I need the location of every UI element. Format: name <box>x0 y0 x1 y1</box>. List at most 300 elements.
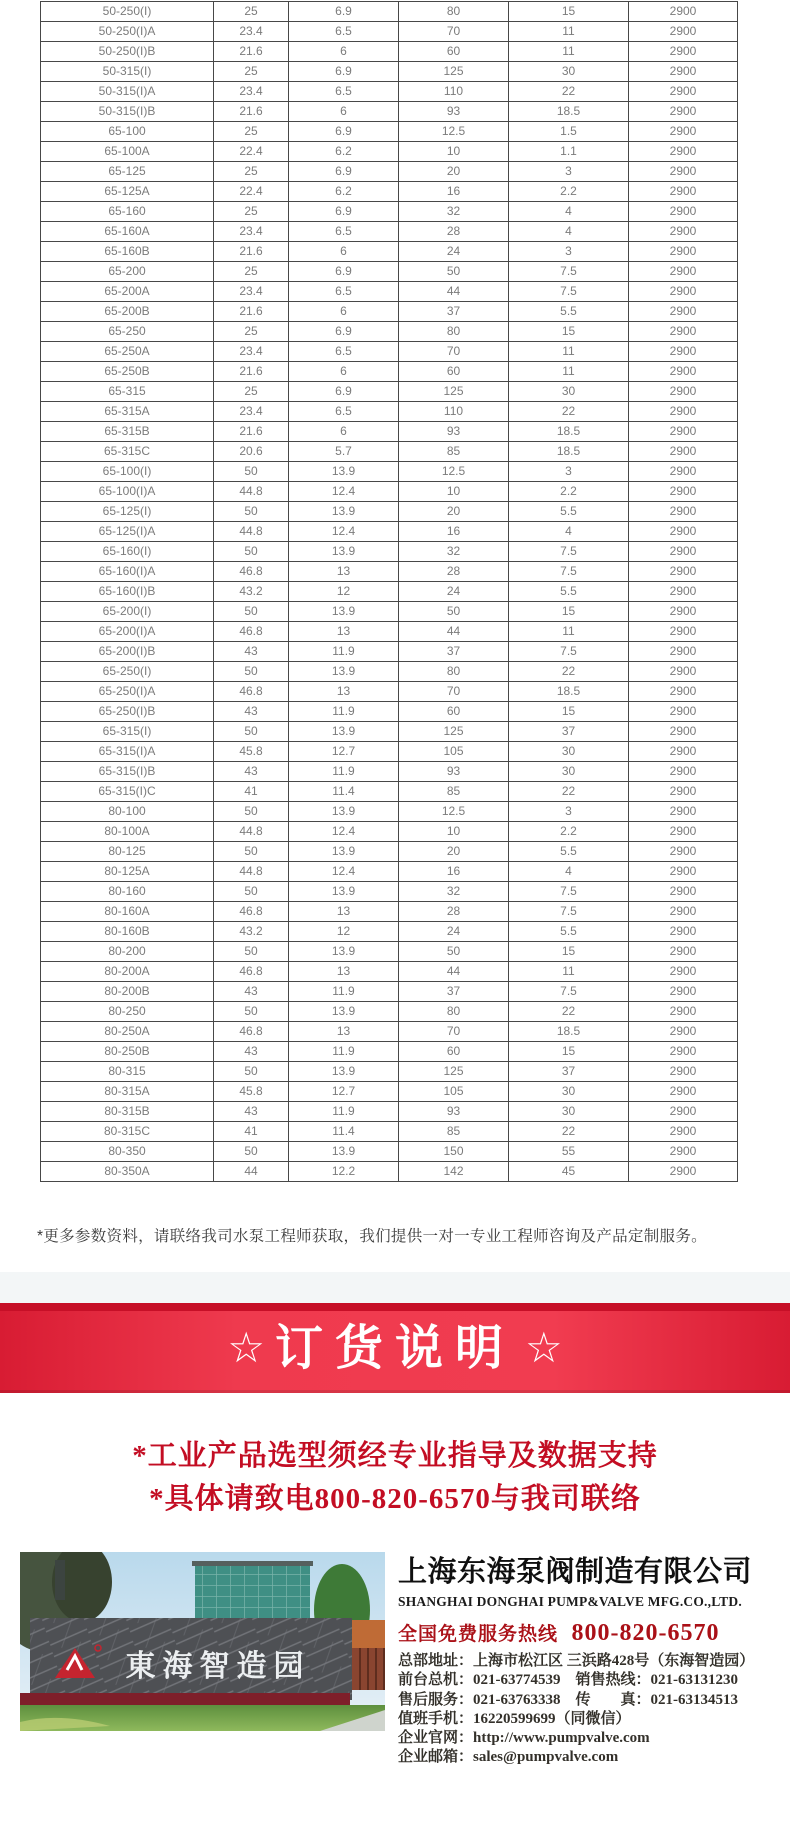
table-row <box>41 962 738 982</box>
cell-speed: 2900 <box>629 1142 738 1162</box>
cell-pressure: 13.9 <box>289 502 399 522</box>
cell-model: 65-315(I)C <box>41 782 214 802</box>
cell-pressure: 11.9 <box>289 762 399 782</box>
cell-head: 43.2 <box>214 582 289 602</box>
cell-model: 80-315B <box>41 1102 214 1122</box>
cell-speed: 2900 <box>629 542 738 562</box>
cell-speed: 2900 <box>629 242 738 262</box>
cell-power: 30 <box>509 1102 629 1122</box>
cell-flow: 80 <box>399 2 509 22</box>
cell-flow: 125 <box>399 382 509 402</box>
cell-speed: 2900 <box>629 502 738 522</box>
cell-speed: 2900 <box>629 982 738 1002</box>
cell-head: 50 <box>214 882 289 902</box>
cell-flow: 20 <box>399 502 509 522</box>
cell-pressure: 6 <box>289 102 399 122</box>
cell-flow: 24 <box>399 242 509 262</box>
table-row <box>41 62 738 82</box>
cell-power: 4 <box>509 522 629 542</box>
company-photo <box>20 1552 385 1731</box>
cell-speed: 2900 <box>629 802 738 822</box>
cell-model: 50-315(I)A <box>41 82 214 102</box>
cell-flow: 85 <box>399 1122 509 1142</box>
cell-speed: 2900 <box>629 1042 738 1062</box>
cell-pressure: 12.4 <box>289 822 399 842</box>
cell-speed: 2900 <box>629 822 738 842</box>
cell-speed: 2900 <box>629 962 738 982</box>
cell-head: 21.6 <box>214 42 289 62</box>
cell-speed: 2900 <box>629 662 738 682</box>
table-row <box>41 742 738 762</box>
notice-line-1: *工业产品选型须经专业指导及数据支持 <box>132 1440 658 1472</box>
cell-flow: 105 <box>399 1082 509 1102</box>
table-row <box>41 602 738 622</box>
table-row <box>41 942 738 962</box>
cell-model: 65-160 <box>41 202 214 222</box>
cell-flow: 24 <box>399 922 509 942</box>
cell-model: 65-315A <box>41 402 214 422</box>
cell-power: 55 <box>509 1142 629 1162</box>
cell-pressure: 13.9 <box>289 942 399 962</box>
cell-head: 21.6 <box>214 422 289 442</box>
cell-speed: 2900 <box>629 742 738 762</box>
cell-power: 1.5 <box>509 122 629 142</box>
cell-speed: 2900 <box>629 462 738 482</box>
cell-flow: 80 <box>399 662 509 682</box>
table-row <box>41 1082 738 1102</box>
cell-flow: 93 <box>399 102 509 122</box>
cell-flow: 12.5 <box>399 462 509 482</box>
cell-head: 50 <box>214 662 289 682</box>
table-row <box>41 682 738 702</box>
cell-speed: 2900 <box>629 382 738 402</box>
cell-flow: 70 <box>399 22 509 42</box>
cell-power: 7.5 <box>509 642 629 662</box>
table-row <box>41 322 738 342</box>
cell-head: 23.4 <box>214 402 289 422</box>
cell-power: 3 <box>509 242 629 262</box>
cell-flow: 32 <box>399 202 509 222</box>
cell-head: 46.8 <box>214 562 289 582</box>
cell-head: 43 <box>214 762 289 782</box>
cell-power: 30 <box>509 62 629 82</box>
cell-model: 50-250(I)B <box>41 42 214 62</box>
cell-model: 65-315(I) <box>41 722 214 742</box>
cell-pressure: 6.9 <box>289 262 399 282</box>
cell-model: 65-315(I)A <box>41 742 214 762</box>
cell-speed: 2900 <box>629 362 738 382</box>
cell-power: 11 <box>509 362 629 382</box>
cell-power: 15 <box>509 602 629 622</box>
cell-head: 44.8 <box>214 862 289 882</box>
cell-speed: 2900 <box>629 642 738 662</box>
cell-flow: 28 <box>399 222 509 242</box>
cell-power: 22 <box>509 82 629 102</box>
cell-flow: 12.5 <box>399 122 509 142</box>
cell-head: 46.8 <box>214 1022 289 1042</box>
cell-speed: 2900 <box>629 1122 738 1142</box>
cell-power: 37 <box>509 1062 629 1082</box>
cell-pressure: 12.4 <box>289 482 399 502</box>
cell-head: 46.8 <box>214 902 289 922</box>
cell-power: 7.5 <box>509 982 629 1002</box>
cell-speed: 2900 <box>629 782 738 802</box>
cell-power: 11 <box>509 342 629 362</box>
cell-power: 11 <box>509 22 629 42</box>
table-row <box>41 282 738 302</box>
cell-pressure: 6.5 <box>289 22 399 42</box>
cell-speed: 2900 <box>629 282 738 302</box>
detail-website: 企业官网：http://www.pumpvalve.com <box>398 1730 650 1747</box>
cell-model: 80-250A <box>41 1022 214 1042</box>
cell-flow: 70 <box>399 342 509 362</box>
cell-flow: 125 <box>399 722 509 742</box>
cell-pressure: 6.5 <box>289 402 399 422</box>
cell-model: 65-160(I) <box>41 542 214 562</box>
cell-head: 43 <box>214 982 289 1002</box>
cell-model: 80-160B <box>41 922 214 942</box>
cell-model: 80-125 <box>41 842 214 862</box>
cell-flow: 12.5 <box>399 802 509 822</box>
table-row <box>41 362 738 382</box>
table-row <box>41 702 738 722</box>
table-row <box>41 122 738 142</box>
cell-pressure: 11.9 <box>289 1102 399 1122</box>
cell-model: 65-125(I)A <box>41 522 214 542</box>
cell-model: 65-250(I)B <box>41 702 214 722</box>
company-info <box>398 1549 778 1768</box>
cell-flow: 50 <box>399 942 509 962</box>
cell-power: 30 <box>509 1082 629 1102</box>
spec-table <box>40 1 738 1182</box>
cell-speed: 2900 <box>629 22 738 42</box>
cell-flow: 142 <box>399 1162 509 1182</box>
table-footnote: *更多参数资料，请联络我司水泵工程师获取，我们提供一对一专业工程师咨询及产品定制服务。 <box>37 1228 707 1245</box>
cell-speed: 2900 <box>629 842 738 862</box>
cell-speed: 2900 <box>629 862 738 882</box>
cell-flow: 44 <box>399 962 509 982</box>
cell-pressure: 13.9 <box>289 1062 399 1082</box>
company-name-en: SHANGHAI DONGHAI PUMP&VALVE MFG.CO.,LTD. <box>398 1594 742 1609</box>
cell-model: 65-125(I) <box>41 502 214 522</box>
cell-head: 50 <box>214 722 289 742</box>
table-row <box>41 842 738 862</box>
cell-model: 80-250 <box>41 1002 214 1022</box>
cell-flow: 24 <box>399 582 509 602</box>
cell-power: 2.2 <box>509 482 629 502</box>
table-row <box>41 142 738 162</box>
cell-head: 21.6 <box>214 242 289 262</box>
table-row <box>41 462 738 482</box>
cell-pressure: 13 <box>289 622 399 642</box>
cell-power: 11 <box>509 962 629 982</box>
table-row <box>41 242 738 262</box>
cell-model: 65-160(I)A <box>41 562 214 582</box>
company-name-cn: 上海东海泵阀制造有限公司 <box>398 1556 753 1588</box>
cell-head: 23.4 <box>214 342 289 362</box>
table-row <box>41 862 738 882</box>
cell-model: 80-200B <box>41 982 214 1002</box>
notice-line-2: *具体请致电800-820-6570与我司联络 <box>149 1483 641 1515</box>
cell-flow: 60 <box>399 42 509 62</box>
cell-head: 46.8 <box>214 682 289 702</box>
cell-flow: 44 <box>399 622 509 642</box>
cell-flow: 28 <box>399 902 509 922</box>
cell-power: 22 <box>509 1122 629 1142</box>
cell-head: 21.6 <box>214 362 289 382</box>
cell-model: 65-250B <box>41 362 214 382</box>
cell-pressure: 13.9 <box>289 842 399 862</box>
cell-power: 11 <box>509 622 629 642</box>
cell-model: 80-315A <box>41 1082 214 1102</box>
cell-model: 65-160B <box>41 242 214 262</box>
cell-pressure: 11.4 <box>289 782 399 802</box>
table-row <box>41 802 738 822</box>
cell-model: 50-315(I)B <box>41 102 214 122</box>
cell-head: 43.2 <box>214 922 289 942</box>
table-row <box>41 262 738 282</box>
table-row <box>41 1122 738 1142</box>
table-row <box>41 1022 738 1042</box>
cell-power: 4 <box>509 862 629 882</box>
cell-model: 65-125 <box>41 162 214 182</box>
cell-speed: 2900 <box>629 422 738 442</box>
cell-head: 50 <box>214 542 289 562</box>
cell-flow: 28 <box>399 562 509 582</box>
cell-head: 50 <box>214 942 289 962</box>
cell-pressure: 11.9 <box>289 642 399 662</box>
table-row <box>41 182 738 202</box>
cell-flow: 20 <box>399 162 509 182</box>
cell-model: 80-100 <box>41 802 214 822</box>
table-row <box>41 902 738 922</box>
cell-model: 65-160(I)B <box>41 582 214 602</box>
cell-pressure: 6 <box>289 362 399 382</box>
table-row <box>41 302 738 322</box>
cell-flow: 110 <box>399 82 509 102</box>
cell-power: 30 <box>509 742 629 762</box>
cell-model: 65-315B <box>41 422 214 442</box>
cell-speed: 2900 <box>629 1002 738 1022</box>
cell-power: 15 <box>509 702 629 722</box>
star-right-icon: ☆ <box>525 1323 563 1371</box>
hotline-number: 800-820-6570 <box>571 1620 720 1646</box>
cell-pressure: 12.2 <box>289 1162 399 1182</box>
cell-pressure: 6 <box>289 242 399 262</box>
cell-model: 65-200(I) <box>41 602 214 622</box>
detail-mobile: 值班手机：16220599699（同微信） <box>398 1710 631 1727</box>
cell-power: 30 <box>509 382 629 402</box>
cell-model: 65-315 <box>41 382 214 402</box>
cell-head: 25 <box>214 2 289 22</box>
table-row <box>41 502 738 522</box>
cell-model: 80-250B <box>41 1042 214 1062</box>
cell-model: 65-200(I)B <box>41 642 214 662</box>
cell-power: 1.1 <box>509 142 629 162</box>
cell-speed: 2900 <box>629 322 738 342</box>
cell-pressure: 6.9 <box>289 382 399 402</box>
cell-speed: 2900 <box>629 602 738 622</box>
cell-flow: 93 <box>399 762 509 782</box>
cell-pressure: 13 <box>289 682 399 702</box>
cell-power: 15 <box>509 942 629 962</box>
cell-speed: 2900 <box>629 262 738 282</box>
cell-speed: 2900 <box>629 682 738 702</box>
cell-flow: 125 <box>399 1062 509 1082</box>
cell-head: 50 <box>214 462 289 482</box>
cell-power: 5.5 <box>509 922 629 942</box>
cell-model: 65-315C <box>41 442 214 462</box>
table-row <box>41 1002 738 1022</box>
cell-power: 5.5 <box>509 842 629 862</box>
cell-pressure: 6.9 <box>289 122 399 142</box>
cell-power: 4 <box>509 222 629 242</box>
cell-flow: 44 <box>399 282 509 302</box>
cell-pressure: 13.9 <box>289 802 399 822</box>
cell-flow: 70 <box>399 682 509 702</box>
table-row <box>41 2 738 22</box>
cell-head: 23.4 <box>214 82 289 102</box>
cell-pressure: 12 <box>289 922 399 942</box>
cell-head: 50 <box>214 802 289 822</box>
cell-model: 80-200 <box>41 942 214 962</box>
cell-pressure: 12.7 <box>289 1082 399 1102</box>
cell-pressure: 6.9 <box>289 2 399 22</box>
sign-text: 東海智造园 <box>125 1650 311 1683</box>
cell-power: 45 <box>509 1162 629 1182</box>
table-row <box>41 522 738 542</box>
cell-pressure: 6.5 <box>289 282 399 302</box>
table-row <box>41 1062 738 1082</box>
cell-flow: 60 <box>399 702 509 722</box>
cell-flow: 50 <box>399 602 509 622</box>
cell-power: 7.5 <box>509 882 629 902</box>
table-row <box>41 102 738 122</box>
cell-model: 80-200A <box>41 962 214 982</box>
cell-power: 4 <box>509 202 629 222</box>
star-left-icon: ☆ <box>227 1323 265 1371</box>
cell-head: 25 <box>214 322 289 342</box>
detail-switchboard: 前台总机：021-63774539 销售热线：021-63131230 <box>398 1672 738 1689</box>
table-row <box>41 22 738 42</box>
cell-head: 44.8 <box>214 522 289 542</box>
cell-flow: 85 <box>399 442 509 462</box>
cell-head: 45.8 <box>214 742 289 762</box>
cell-head: 44.8 <box>214 482 289 502</box>
cell-speed: 2900 <box>629 402 738 422</box>
cell-speed: 2900 <box>629 142 738 162</box>
cell-model: 65-200 <box>41 262 214 282</box>
table-row <box>41 162 738 182</box>
table-row <box>41 342 738 362</box>
cell-pressure: 6.9 <box>289 322 399 342</box>
cell-power: 5.5 <box>509 582 629 602</box>
banner-title <box>217 1303 572 1394</box>
table-row <box>41 202 738 222</box>
cell-power: 7.5 <box>509 282 629 302</box>
cell-speed: 2900 <box>629 62 738 82</box>
cell-flow: 37 <box>399 982 509 1002</box>
banner-title-text: 订货说明 <box>274 1321 515 1375</box>
cell-head: 25 <box>214 382 289 402</box>
cell-flow: 80 <box>399 322 509 342</box>
table-row <box>41 722 738 742</box>
cell-flow: 93 <box>399 422 509 442</box>
cell-model: 50-250(I)A <box>41 22 214 42</box>
detail-aftersales: 售后服务：021-63763338 传 真：021-63134513 <box>398 1691 738 1708</box>
cell-flow: 32 <box>399 542 509 562</box>
table-row <box>41 762 738 782</box>
cell-pressure: 13.9 <box>289 722 399 742</box>
cell-model: 65-200B <box>41 302 214 322</box>
cell-flow: 85 <box>399 782 509 802</box>
cell-model: 65-200(I)A <box>41 622 214 642</box>
cell-power: 7.5 <box>509 902 629 922</box>
cell-head: 50 <box>214 842 289 862</box>
cell-pressure: 11.4 <box>289 1122 399 1142</box>
cell-speed: 2900 <box>629 122 738 142</box>
cell-speed: 2900 <box>629 42 738 62</box>
detail-address: 总部地址：上海市松江区 三浜路428号（东海智造园） <box>398 1653 755 1669</box>
cell-pressure: 13.9 <box>289 462 399 482</box>
cell-speed: 2900 <box>629 162 738 182</box>
cell-speed: 2900 <box>629 882 738 902</box>
cell-flow: 16 <box>399 182 509 202</box>
cell-speed: 2900 <box>629 182 738 202</box>
banner-top-strip <box>0 1272 790 1303</box>
cell-power: 22 <box>509 782 629 802</box>
cell-model: 65-100(I)A <box>41 482 214 502</box>
service-hotline <box>398 1619 778 1647</box>
cell-speed: 2900 <box>629 942 738 962</box>
cell-model: 50-315(I) <box>41 62 214 82</box>
cell-power: 3 <box>509 802 629 822</box>
cell-flow: 110 <box>399 402 509 422</box>
cell-model: 65-250(I)A <box>41 682 214 702</box>
table-row <box>41 622 738 642</box>
cell-power: 2.2 <box>509 182 629 202</box>
cell-speed: 2900 <box>629 922 738 942</box>
cell-model: 80-125A <box>41 862 214 882</box>
table-row <box>41 82 738 102</box>
cell-head: 20.6 <box>214 442 289 462</box>
cell-head: 50 <box>214 1002 289 1022</box>
cell-power: 18.5 <box>509 422 629 442</box>
cell-pressure: 6.2 <box>289 182 399 202</box>
cell-model: 65-100A <box>41 142 214 162</box>
cell-power: 18.5 <box>509 1022 629 1042</box>
cell-model: 65-100 <box>41 122 214 142</box>
cell-model: 65-125A <box>41 182 214 202</box>
cell-flow: 37 <box>399 642 509 662</box>
cell-pressure: 13.9 <box>289 1142 399 1162</box>
detail-email: 企业邮箱：sales@pumpvalve.com <box>398 1749 619 1766</box>
cell-pressure: 13 <box>289 902 399 922</box>
cell-flow: 32 <box>399 882 509 902</box>
cell-speed: 2900 <box>629 902 738 922</box>
cell-pressure: 13 <box>289 562 399 582</box>
cell-flow: 37 <box>399 302 509 322</box>
cell-model: 65-100(I) <box>41 462 214 482</box>
table-row <box>41 482 738 502</box>
cell-power: 15 <box>509 2 629 22</box>
company-details <box>398 1652 778 1768</box>
cell-power: 18.5 <box>509 682 629 702</box>
table-row <box>41 1102 738 1122</box>
cell-model: 65-250A <box>41 342 214 362</box>
cell-pressure: 6 <box>289 422 399 442</box>
cell-flow: 10 <box>399 822 509 842</box>
